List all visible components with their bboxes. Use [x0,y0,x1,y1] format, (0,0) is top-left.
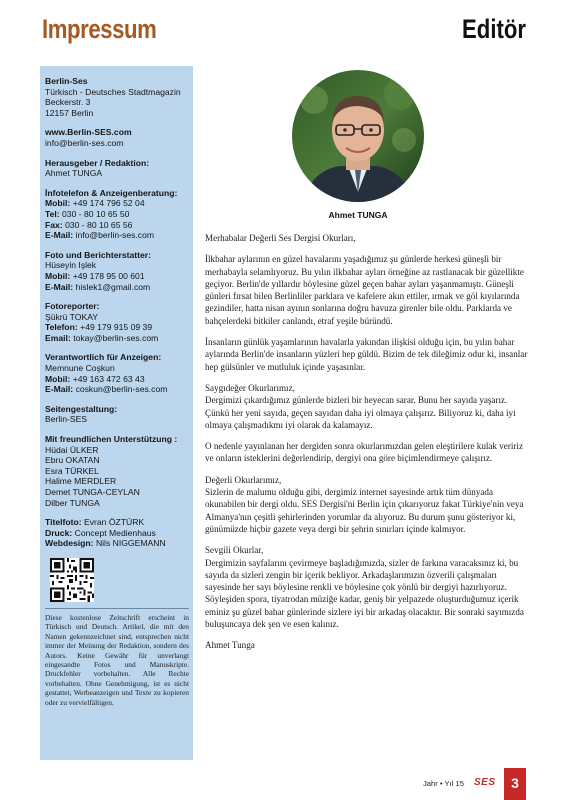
ads-email-value[interactable]: coskun@berlin-ses.com [75,384,168,395]
author-photo [292,70,424,202]
author-photo-caption: Ahmet TUNGA [328,210,388,220]
design-name: Berlin-SES [45,414,88,425]
photo-reporter-mobil-value: +49 178 95 00 601 [72,270,145,281]
info-fax-label: Fax: [45,219,63,230]
druck-line [45,528,189,539]
info-email-line [45,230,189,241]
fotoreporter-tel-label: Telefon: [45,322,78,333]
qr-code-icon[interactable] [50,558,94,602]
article-paragraph: Saygıdeğer Okurlarımız, Dergimizi çıkardığımız günlerde bizleri bir heyecan sarar. Bunu her sayıda yaşarız. Çünkü her yeni sayıda, geçen sayıdan daha iyi olmaya çalışırız. Biliyoruz ki, daha iyi olmaya çalışmadıkmı iyi olarak da kalamayız. [205,382,516,430]
ads-email-line [45,384,189,395]
fotoreporter-heading: Fotoreporter: [45,301,100,312]
photo-reporter-mobil-line [45,271,189,282]
article-paragraph: Sevgili Okurlar, Dergimizin sayfalarını çevirmeye başladığımızda, sizler de farkına varacaksınız ki, bu sayıda da sizleri zengin bir içerik bekliyor. Arkadaşlarımızın özverili çalışmaları sayesinde her sayı böylesine renkli ve böylesine çok yönlü bir dergiyi hazırlıyoruz. Söyleşiden spora, tiyatrodan müziğe kadar, geniş bir yelpazede oluşturduğumuz içerik eminiz şu güzel bahar günlerinde sizlere iyi bir arkadaş olacaktır. Bir sonraki sayımızda buluşuncaya dek şen ve esen kalınız. [205,545,524,630]
support-name: Ebru OKATAN [45,455,100,466]
publisher-city: 12157 Berlin [45,107,94,118]
article-paragraph: İnsanların günlük yaşamlarının havalarla yakından ilişkisi olduğu için, bu yılın bahar aylarında Berlin'de insanların yüzleri hep güldü. Bizim de tek dileğimiz odur ki, insanlar hep gülsünler ve mutluluk içinde yaşasınlar. [205,337,528,372]
ads-mobil-line [45,374,189,385]
greeting-paragraph: Merhabalar Değerli Ses Dergisi Okurları, [205,233,356,243]
photo-reporter-block [45,250,189,292]
photo-reporter-name: Hüseyin Işlek [45,260,97,271]
info-mobil-label: Mobil: [45,198,71,209]
ads-heading: Verantwortlich für Anzeigen: [45,352,162,363]
credits-block [45,517,189,549]
photo-reporter-heading: Foto und Berichterstatter: [45,249,151,260]
support-name: Demet TUNGA-CEYLAN [45,487,140,497]
editor-title: Editör [462,14,526,44]
editorial-article [205,232,531,661]
fotoreporter-name: Şükrü TOKAY [45,311,99,322]
fotoreporter-email-label: Email: [45,332,71,343]
webdesign-line [45,538,189,549]
ads-email-label: E-Mail: [45,384,74,395]
issue-label: Jahr • Yıl 15 [423,779,464,788]
info-email-value[interactable]: info@berlin-ses.com [75,230,155,241]
editor-name: Ahmet TUNGA [45,168,103,179]
info-fax-value: 030 - 80 10 65 56 [65,219,133,230]
publisher-block [45,76,189,118]
ads-mobil-label: Mobil: [45,373,71,384]
publisher-name: Berlin-Ses [45,76,88,86]
impressum-title: Impressum [42,14,157,44]
fotoreporter-tel-line [45,322,189,333]
webdesign-value: Nils NIGGEMANN [95,538,166,549]
website-link[interactable]: www.Berlin-SES.com [45,127,132,138]
info-tel-label: Tel: [45,208,60,219]
info-tel-value: 030 - 80 10 65 50 [62,208,130,219]
publisher-subtitle: Türkisch - Deutsches Stadtmagazin [45,86,181,97]
ads-name: Memnune Coşkun [45,363,115,374]
article-paragraph: İlkbahar aylarının en güzel havalarını yaşadığımız şu günlerde herkesi güneşli bir merhabayla selamlıyoruz. Bu yılın ilkbahar ayları örneğine az rastlanacak bir güzellikte geçiyor. Berlin'de yıllardır böylesine güzel geçen bahar ayları yaşanmamıştı. Güneşli günleri fırsat bilen Berlinliler parklara ve kafelere akın ettiler, ırmak ve göl kıyılarında gezindiler, hatta nisan ayının sonlarına doğru havuza girenler bile oldu. Parklarda ve bahçelerdeki bitkiler canlandı, etraf yeşile büründü. [205,254,524,326]
author-signature: Ahmet Tunga [205,640,255,651]
druck-value: Concept Medienhaus [74,527,156,538]
info-phone-heading: İnfotelefon & Anzeigenberatung: [45,187,178,198]
ses-logo: SES [474,777,496,788]
ads-block [45,352,189,394]
fotoreporter-tel-value: +49 179 915 09 39 [80,322,153,333]
info-email-label: E-Mail: [45,230,74,241]
impressum-sidebar [40,66,193,760]
editor-heading: Herausgeber / Redaktion: [45,157,150,168]
druck-label: Druck: [45,527,73,538]
photo-reporter-email-label: E-Mail: [45,281,74,292]
article-paragraph: O nedenle yayınlanan her dergiden sonra okurlarımızdan gelen eleştirilere kulak veririz ve onların isteklerini değerlendirip, dergiyi ona göre biçimlendirmeye çalışırız. [205,441,523,464]
info-email-link[interactable]: info@berlin-ses.com [45,137,124,148]
publisher-street: Beckerstr. 3 [45,97,91,108]
page-number: 3 [504,768,526,800]
info-phone-block [45,188,189,241]
photo-reporter-email-value[interactable]: hislek1@gmail.com [75,281,151,292]
titelfoto-line [45,517,189,528]
legal-disclaimer: Diese kostenlose Zeitschrift erscheint in Türkisch und Deutsch. Artikel, die mit den Namen gekennzeichnet sind, entsprechen nicht immer der Meinung der Redaktion, sondern des Autors. Keine Gewähr für unverlangt eingesandte Fotos und Manuskripte. Druckfehler vorbehalten. Alle Rechte vorbehalten. Ohne Genehmigung, ist es nicht gestattet, Werbeanzeigen und Texte zu kopieren oder zu vervielfältigen. [45,608,189,707]
design-block [45,404,189,425]
info-mobil-value: +49 174 796 52 04 [72,198,145,209]
titelfoto-value: Evran ÖZTÜRK [84,517,145,528]
support-name: Halime MERDLER [45,476,117,487]
support-name: Dilber TUNGA [45,497,100,508]
fotoreporter-email-line [45,333,189,344]
fotoreporter-email-value[interactable]: tokay@berlin-ses.com [73,332,159,343]
info-mobil-line [45,198,189,209]
info-fax-line [45,220,189,231]
support-heading: Mit freundlichen Unterstützung : [45,434,178,445]
fotoreporter-block [45,301,189,343]
support-name: Esra TÜRKEL [45,465,99,476]
article-paragraph: Değerli Okurlarımız, Sizlerin de malumu olduğu gibi, dergimiz internet sayesinde artık tüm dünyada okunabilen bir dergi oldu. SES Dergisi'ni Berlin için çıkarıyoruz fakat Türkiye'nin veya Almanya'nın çeşitli şehirlerinden yorumlar da alıyoruz. Bu durum şunu gösteriyor ki, günümüzde hiçbir gazete veya dergi bir şehrin sınırları içinde kalmıyor. [205,474,524,534]
support-block [45,434,189,508]
design-heading: Seitengestaltung: [45,403,118,414]
info-tel-line [45,209,189,220]
webdesign-label: Webdesign: [45,538,94,549]
support-name: Hüdai ÜLKER [45,444,99,455]
web-block [45,127,189,148]
editor-block [45,158,189,179]
titelfoto-label: Titelfoto: [45,517,82,528]
ads-mobil-value: +49 163 472 63 43 [72,373,145,384]
photo-reporter-mobil-label: Mobil: [45,270,71,281]
photo-reporter-email-line [45,282,189,293]
